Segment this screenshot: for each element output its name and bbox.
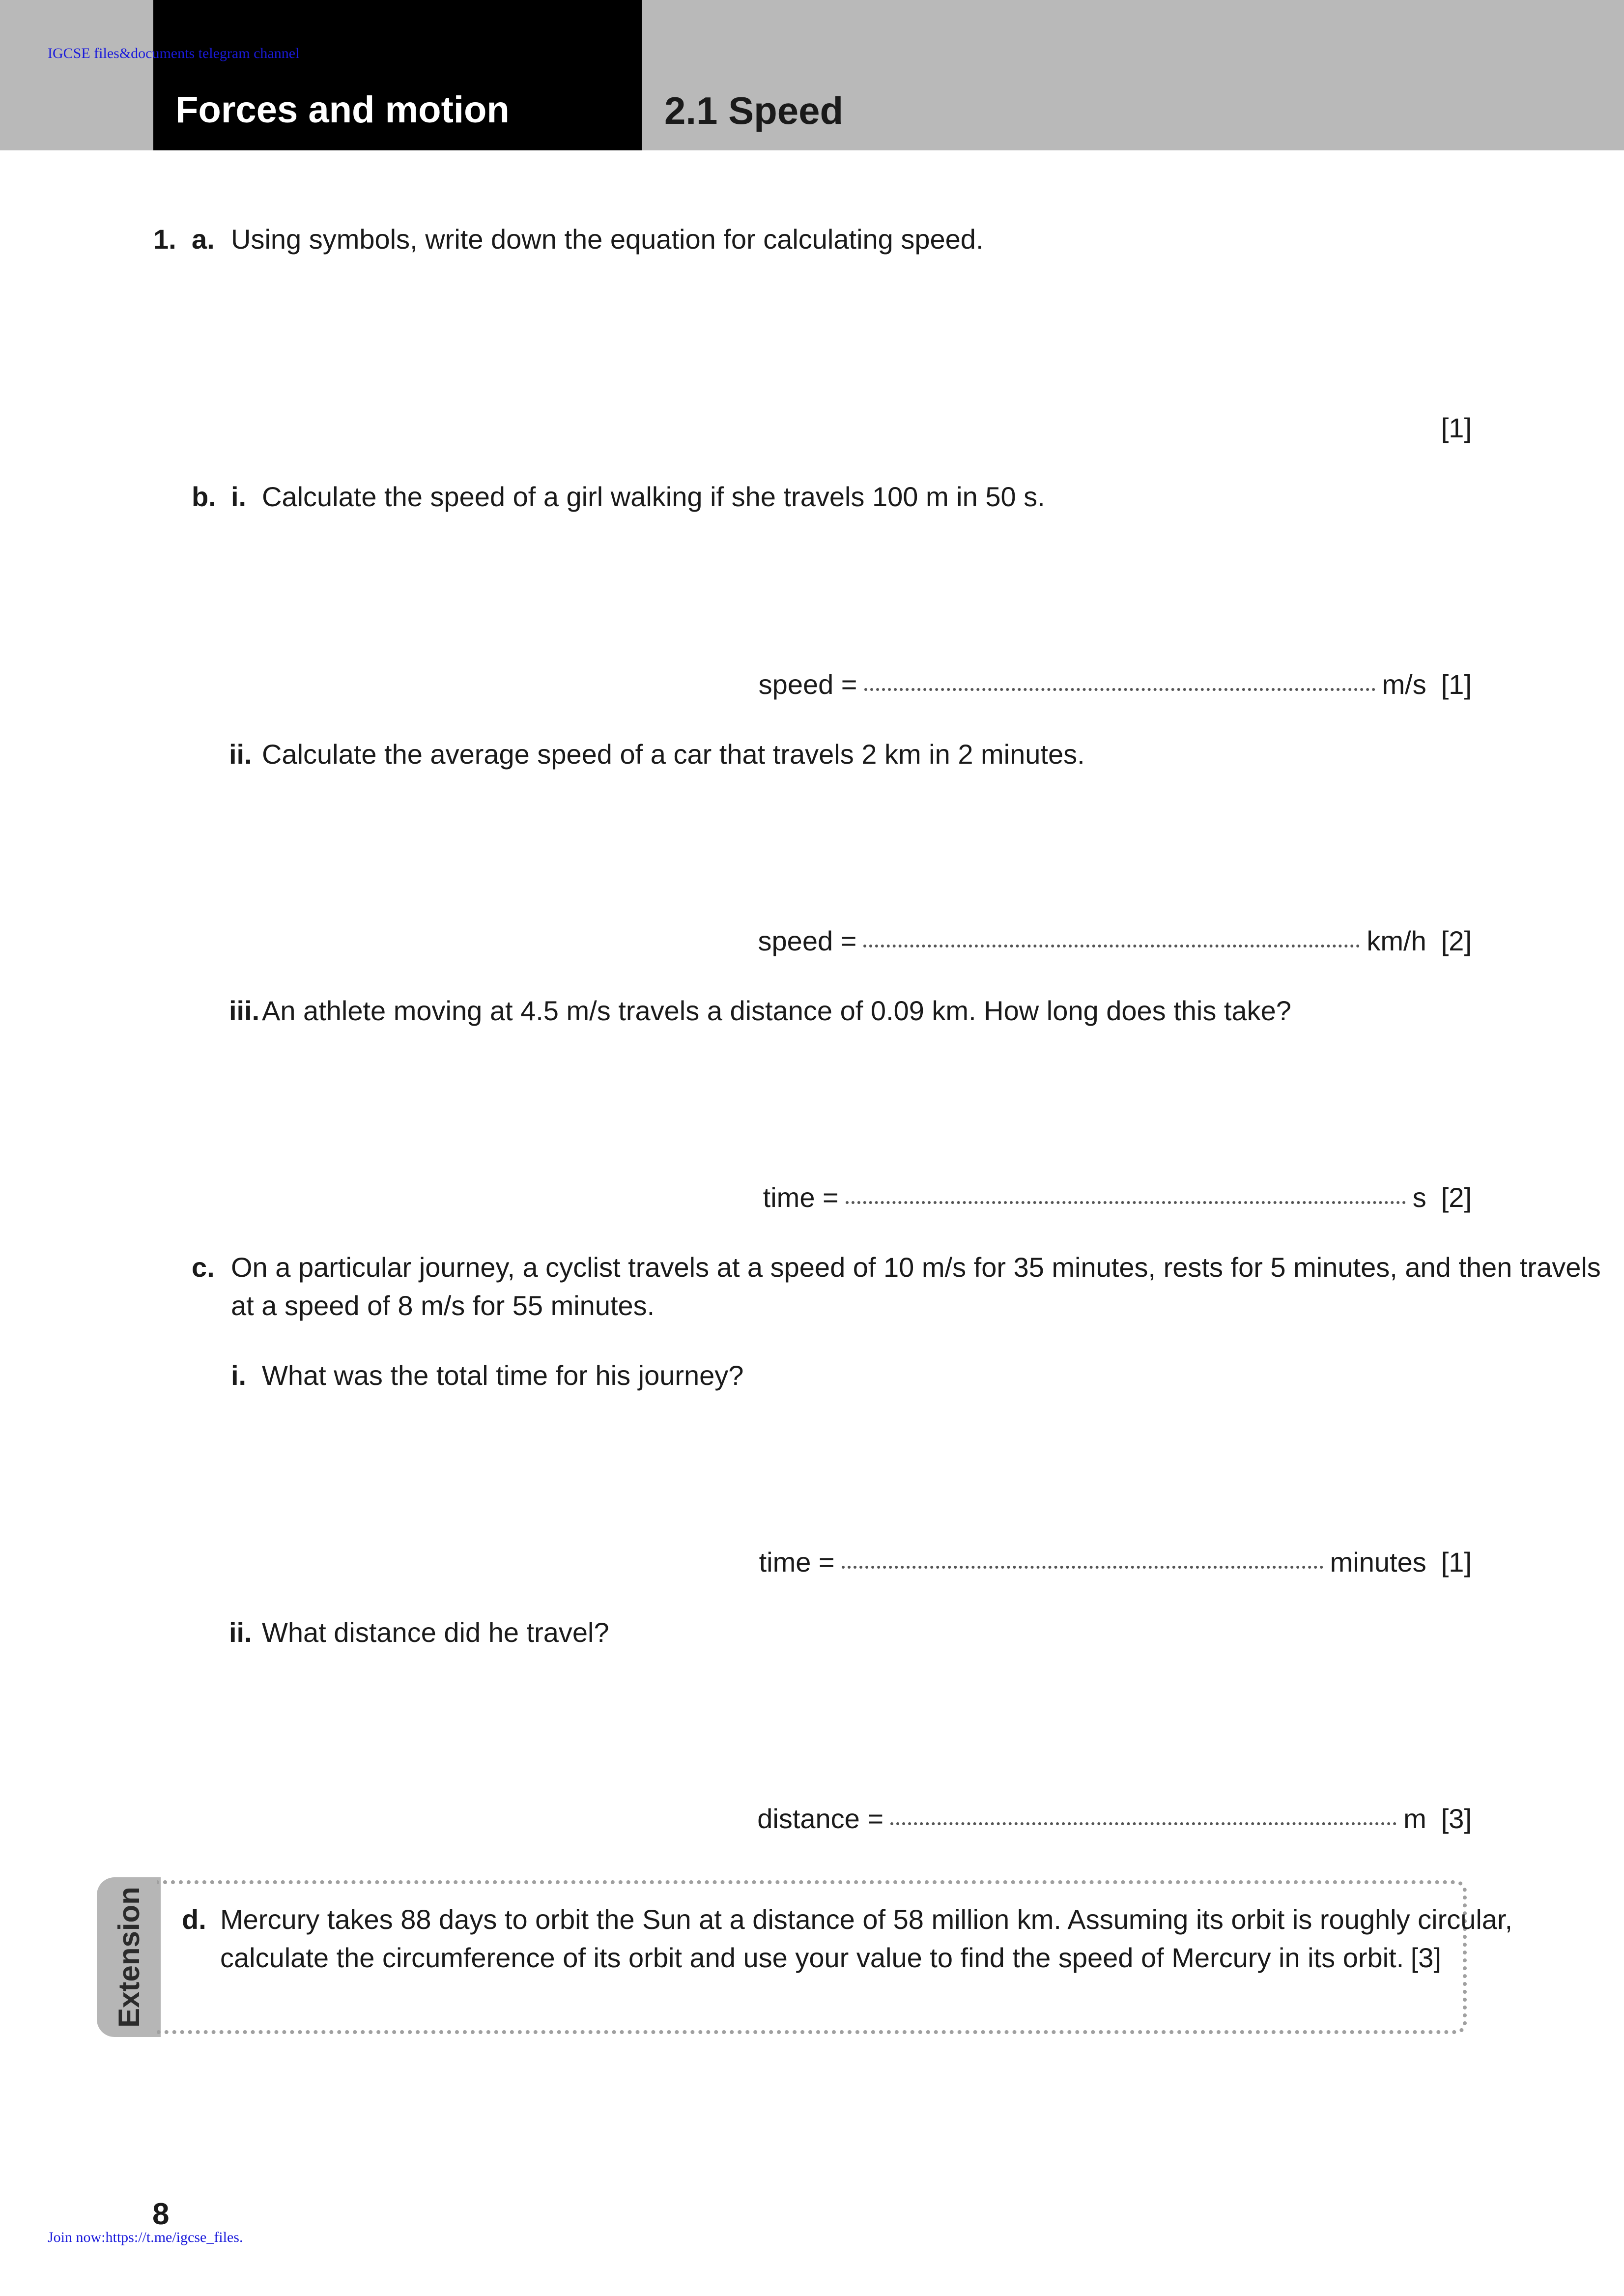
answer-label: time = bbox=[759, 1547, 835, 1578]
marks: [1] bbox=[1441, 669, 1472, 700]
part-c-ii-label: ii. bbox=[229, 1617, 252, 1648]
answer-unit: s bbox=[1412, 1182, 1426, 1213]
answer-blank[interactable] bbox=[863, 945, 1360, 947]
marks: [1] bbox=[1441, 1547, 1472, 1578]
part-d-text-line2: calculate the circumference of its orbit and use your value to find the speed of Mercury in its orbit. bbox=[220, 1942, 1404, 1973]
marks: [2] bbox=[1441, 925, 1472, 956]
answer-blank[interactable] bbox=[890, 1822, 1396, 1825]
watermark-top: IGCSE files&documents telegram channel bbox=[48, 45, 300, 61]
answer-blank[interactable] bbox=[864, 688, 1375, 691]
question-number: 1. bbox=[153, 224, 176, 255]
part-a-text: Using symbols, write down the equation for calculating speed. bbox=[231, 224, 984, 255]
answer-line-c-ii bbox=[757, 1800, 1472, 1838]
part-b-iii-label: iii. bbox=[229, 995, 260, 1026]
part-b-iii-text: An athlete moving at 4.5 m/s travels a distance of 0.09 km. How long does this take? bbox=[262, 995, 1291, 1026]
section-title: 2.1 Speed bbox=[664, 89, 844, 132]
extension-text: Extension bbox=[112, 1887, 145, 2028]
part-b-i-label: i. bbox=[231, 481, 247, 512]
answer-label: speed = bbox=[758, 925, 857, 956]
part-b-ii-label: ii. bbox=[229, 739, 252, 770]
chapter-title: Forces and motion bbox=[175, 89, 510, 131]
answer-blank[interactable] bbox=[842, 1566, 1323, 1569]
part-a-marks: [1] bbox=[1441, 412, 1472, 443]
part-c-label: c. bbox=[192, 1252, 215, 1283]
part-d-label: d. bbox=[182, 1904, 206, 1935]
part-c-text-line1: On a particular journey, a cyclist travels at a speed of 10 m/s for 35 minutes, rests for 5 minutes, and then travels bbox=[231, 1252, 1601, 1283]
answer-line-b-i bbox=[759, 665, 1472, 704]
part-b-i-text: Calculate the speed of a girl walking if she travels 100 m in 50 s. bbox=[262, 481, 1045, 512]
part-c-text-line2: at a speed of 8 m/s for 55 minutes. bbox=[231, 1290, 655, 1321]
part-b-ii-text: Calculate the average speed of a car that travels 2 km in 2 minutes. bbox=[262, 739, 1085, 770]
answer-line-c-i bbox=[759, 1543, 1472, 1581]
marks: [2] bbox=[1441, 1182, 1472, 1213]
answer-unit: minutes bbox=[1330, 1547, 1426, 1578]
extension-label bbox=[97, 1877, 161, 2037]
page-number: 8 bbox=[152, 2197, 170, 2231]
answer-unit: m/s bbox=[1382, 669, 1426, 700]
answer-line-b-iii bbox=[763, 1178, 1472, 1217]
part-b-label: b. bbox=[192, 481, 216, 512]
answer-label: time = bbox=[763, 1182, 839, 1213]
part-a-label: a. bbox=[192, 224, 215, 255]
answer-blank[interactable] bbox=[846, 1201, 1406, 1204]
answer-line-b-ii bbox=[758, 922, 1472, 960]
part-c-i-text: What was the total time for his journey? bbox=[262, 1360, 744, 1391]
part-c-ii-text: What distance did he travel? bbox=[262, 1617, 609, 1648]
answer-label: speed = bbox=[758, 669, 857, 700]
part-d-marks: [3] bbox=[1410, 1942, 1441, 1973]
marks: [3] bbox=[1441, 1803, 1472, 1834]
answer-label: distance = bbox=[757, 1803, 884, 1834]
answer-unit: m bbox=[1403, 1803, 1426, 1834]
answer-unit: km/h bbox=[1367, 925, 1426, 956]
part-d-text-line1: Mercury takes 88 days to orbit the Sun at a distance of 58 million km. Assuming its orbit is roughly circular, bbox=[220, 1904, 1513, 1935]
part-c-i-label: i. bbox=[231, 1360, 247, 1391]
watermark-bottom: Join now:https://t.me/igcse_files. bbox=[48, 2229, 243, 2245]
